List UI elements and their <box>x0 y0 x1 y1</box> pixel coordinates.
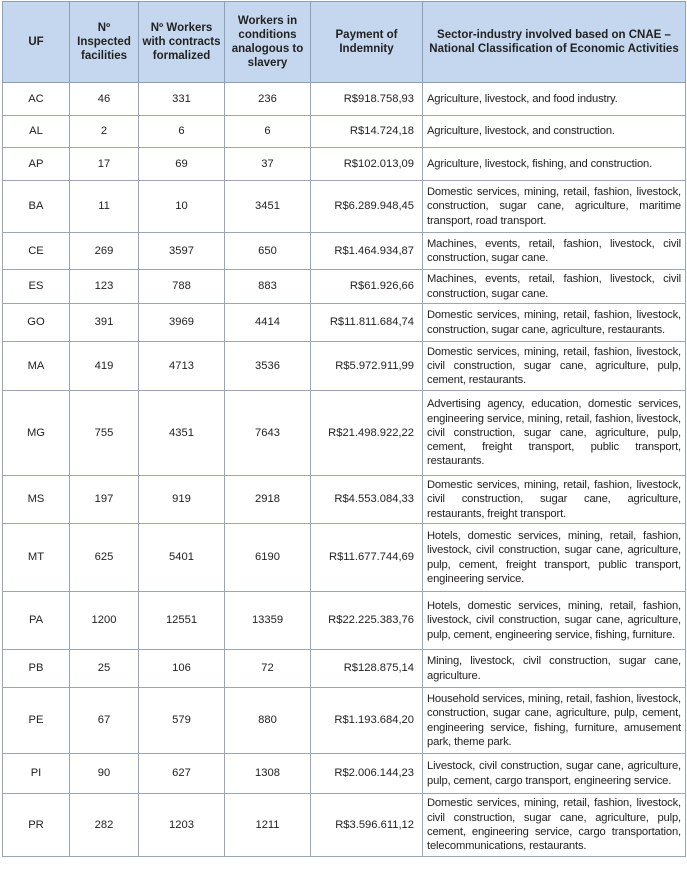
header-uf: UF <box>3 2 70 83</box>
workers-slavery-cell: 7643 <box>225 391 311 476</box>
payment-indemnity-cell: R$4.553.084,33 <box>311 476 423 524</box>
uf-cell: CE <box>3 233 70 270</box>
payment-indemnity-cell: R$918.758,93 <box>311 83 423 116</box>
sector-industry-cell: Hotels, domestic services, mining, retail, fashion, livestock, civil construction, sugar cane, agriculture, pulp, cement, engineering service, fishing, furniture. <box>423 592 686 650</box>
workers-slavery-cell: 2918 <box>225 476 311 524</box>
uf-cell: MA <box>3 342 70 391</box>
inspected-facilities-cell: 2 <box>70 116 139 148</box>
workers-slavery-cell: 3536 <box>225 342 311 391</box>
inspected-facilities-cell: 67 <box>70 688 139 754</box>
sector-industry-cell: Domestic services, mining, retail, fashion, livestock, civil construction, sugar cane, agriculture, restaurants, freight transport. <box>423 476 686 524</box>
uf-cell: MT <box>3 524 70 592</box>
table-row <box>3 233 686 270</box>
workers-slavery-cell: 6 <box>225 116 311 148</box>
sector-industry-cell: Agriculture, livestock, and food industry. <box>423 83 686 116</box>
inspected-facilities-cell: 391 <box>70 304 139 342</box>
header-row <box>3 2 686 83</box>
uf-cell: AL <box>3 116 70 148</box>
header-workers-formalized: Nº Workers with contracts formalized <box>139 2 225 83</box>
inspected-facilities-cell: 269 <box>70 233 139 270</box>
workers-formalized-cell: 4351 <box>139 391 225 476</box>
sector-industry-cell: Livestock, civil construction, sugar cane, agriculture, pulp, cement, cargo transport, engineering service. <box>423 754 686 794</box>
workers-slavery-cell: 880 <box>225 688 311 754</box>
uf-cell: GO <box>3 304 70 342</box>
inspected-facilities-cell: 197 <box>70 476 139 524</box>
inspected-facilities-cell: 755 <box>70 391 139 476</box>
inspected-facilities-cell: 25 <box>70 650 139 688</box>
inspected-facilities-cell: 123 <box>70 270 139 304</box>
uf-cell: PB <box>3 650 70 688</box>
table-row <box>3 476 686 524</box>
sector-industry-cell: Agriculture, livestock, fishing, and construction. <box>423 148 686 181</box>
sector-industry-cell: Household services, mining, retail, fashion, livestock, construction, sugar cane, agriculture, pulp, cement, engineering service, fishing, furniture, amusement park, theme park. <box>423 688 686 754</box>
header-payment-indemnity: Payment of Indemnity <box>311 2 423 83</box>
uf-cell: PA <box>3 592 70 650</box>
workers-slavery-cell: 6190 <box>225 524 311 592</box>
uf-cell: MG <box>3 391 70 476</box>
workers-slavery-cell: 72 <box>225 650 311 688</box>
sector-industry-cell: Advertising agency, education, domestic services, engineering service, mining, retail, fashion, livestock, civil construction, sugar cane, agriculture, pulp, cement, freight transport, public transport, restaurants. <box>423 391 686 476</box>
table-row <box>3 181 686 233</box>
table-row <box>3 794 686 857</box>
uf-cell: PI <box>3 754 70 794</box>
sector-industry-cell: Domestic services, mining, retail, fashion, livestock, civil construction, sugar cane, agriculture, pulp, cement, restaurants. <box>423 342 686 391</box>
inspected-facilities-cell: 419 <box>70 342 139 391</box>
workers-formalized-cell: 1203 <box>139 794 225 857</box>
header-workers-slavery: Workers in conditions analogous to slavery <box>225 2 311 83</box>
sector-industry-cell: Mining, livestock, civil construction, sugar cane, agriculture. <box>423 650 686 688</box>
workers-formalized-cell: 4713 <box>139 342 225 391</box>
payment-indemnity-cell: R$5.972.911,99 <box>311 342 423 391</box>
workers-formalized-cell: 3969 <box>139 304 225 342</box>
sector-industry-cell: Domestic services, mining, retail, fashion, livestock, construction, sugar cane, agriculture, restaurants. <box>423 304 686 342</box>
workers-formalized-cell: 627 <box>139 754 225 794</box>
payment-indemnity-cell: R$3.596.611,12 <box>311 794 423 857</box>
table-row <box>3 524 686 592</box>
workers-formalized-cell: 12551 <box>139 592 225 650</box>
sector-industry-cell: Machines, events, retail, fashion, livestock, civil construction, sugar cane. <box>423 233 686 270</box>
workers-formalized-cell: 919 <box>139 476 225 524</box>
payment-indemnity-cell: R$102.013,09 <box>311 148 423 181</box>
table-row <box>3 688 686 754</box>
workers-slavery-cell: 4414 <box>225 304 311 342</box>
payment-indemnity-cell: R$11.811.684,74 <box>311 304 423 342</box>
header-inspected-facilities: Nº Inspected facilities <box>70 2 139 83</box>
uf-cell: ES <box>3 270 70 304</box>
workers-formalized-cell: 69 <box>139 148 225 181</box>
workers-formalized-cell: 6 <box>139 116 225 148</box>
workers-slavery-cell: 1308 <box>225 754 311 794</box>
workers-slavery-cell: 236 <box>225 83 311 116</box>
table-row <box>3 650 686 688</box>
payment-indemnity-cell: R$21.498.922,22 <box>311 391 423 476</box>
workers-formalized-cell: 3597 <box>139 233 225 270</box>
payment-indemnity-cell: R$6.289.948,45 <box>311 181 423 233</box>
inspected-facilities-cell: 17 <box>70 148 139 181</box>
uf-cell: MS <box>3 476 70 524</box>
workers-slavery-cell: 650 <box>225 233 311 270</box>
table-row <box>3 148 686 181</box>
inspected-facilities-cell: 11 <box>70 181 139 233</box>
table-row <box>3 342 686 391</box>
table-row <box>3 304 686 342</box>
sector-industry-cell: Hotels, domestic services, mining, retail, fashion, livestock, civil construction, sugar cane, agriculture, pulp, cement, freight transport, public transport, engineering service. <box>423 524 686 592</box>
payment-indemnity-cell: R$22.225.383,76 <box>311 592 423 650</box>
workers-formalized-cell: 106 <box>139 650 225 688</box>
table-row <box>3 83 686 116</box>
payment-indemnity-cell: R$1.193.684,20 <box>311 688 423 754</box>
sector-industry-cell: Machines, events, retail, fashion, livestock, civil construction, sugar cane. <box>423 270 686 304</box>
uf-cell: AP <box>3 148 70 181</box>
sector-industry-cell: Domestic services, mining, retail, fashion, livestock, construction, sugar cane, agriculture, maritime transport, road transport. <box>423 181 686 233</box>
workers-formalized-cell: 331 <box>139 83 225 116</box>
payment-indemnity-cell: R$14.724,18 <box>311 116 423 148</box>
workers-formalized-cell: 5401 <box>139 524 225 592</box>
workers-formalized-cell: 579 <box>139 688 225 754</box>
table-row <box>3 116 686 148</box>
table-row <box>3 270 686 304</box>
payment-indemnity-cell: R$2.006.144,23 <box>311 754 423 794</box>
inspected-facilities-cell: 282 <box>70 794 139 857</box>
payment-indemnity-cell: R$128.875,14 <box>311 650 423 688</box>
table-row <box>3 592 686 650</box>
workers-slavery-cell: 883 <box>225 270 311 304</box>
sector-industry-cell: Domestic services, mining, retail, fashion, livestock, civil construction, sugar cane, agriculture, pulp, cement, engineering service, cargo transportation, telecommunications, restaurants. <box>423 794 686 857</box>
header-sector-industry: Sector-industry involved based on CNAE – National Classification of Economic Activities <box>423 2 686 83</box>
uf-cell: AC <box>3 83 70 116</box>
workers-formalized-cell: 10 <box>139 181 225 233</box>
table-row <box>3 391 686 476</box>
uf-cell: PE <box>3 688 70 754</box>
table-row <box>3 754 686 794</box>
payment-indemnity-cell: R$61.926,66 <box>311 270 423 304</box>
uf-cell: PR <box>3 794 70 857</box>
inspected-facilities-cell: 1200 <box>70 592 139 650</box>
workers-slavery-cell: 13359 <box>225 592 311 650</box>
payment-indemnity-cell: R$1.464.934,87 <box>311 233 423 270</box>
workers-slavery-cell: 37 <box>225 148 311 181</box>
inspected-facilities-cell: 46 <box>70 83 139 116</box>
labor-inspection-table <box>2 1 686 857</box>
uf-cell: BA <box>3 181 70 233</box>
inspected-facilities-cell: 90 <box>70 754 139 794</box>
inspected-facilities-cell: 625 <box>70 524 139 592</box>
workers-slavery-cell: 1211 <box>225 794 311 857</box>
workers-slavery-cell: 3451 <box>225 181 311 233</box>
workers-formalized-cell: 788 <box>139 270 225 304</box>
payment-indemnity-cell: R$11.677.744,69 <box>311 524 423 592</box>
sector-industry-cell: Agriculture, livestock, and construction. <box>423 116 686 148</box>
